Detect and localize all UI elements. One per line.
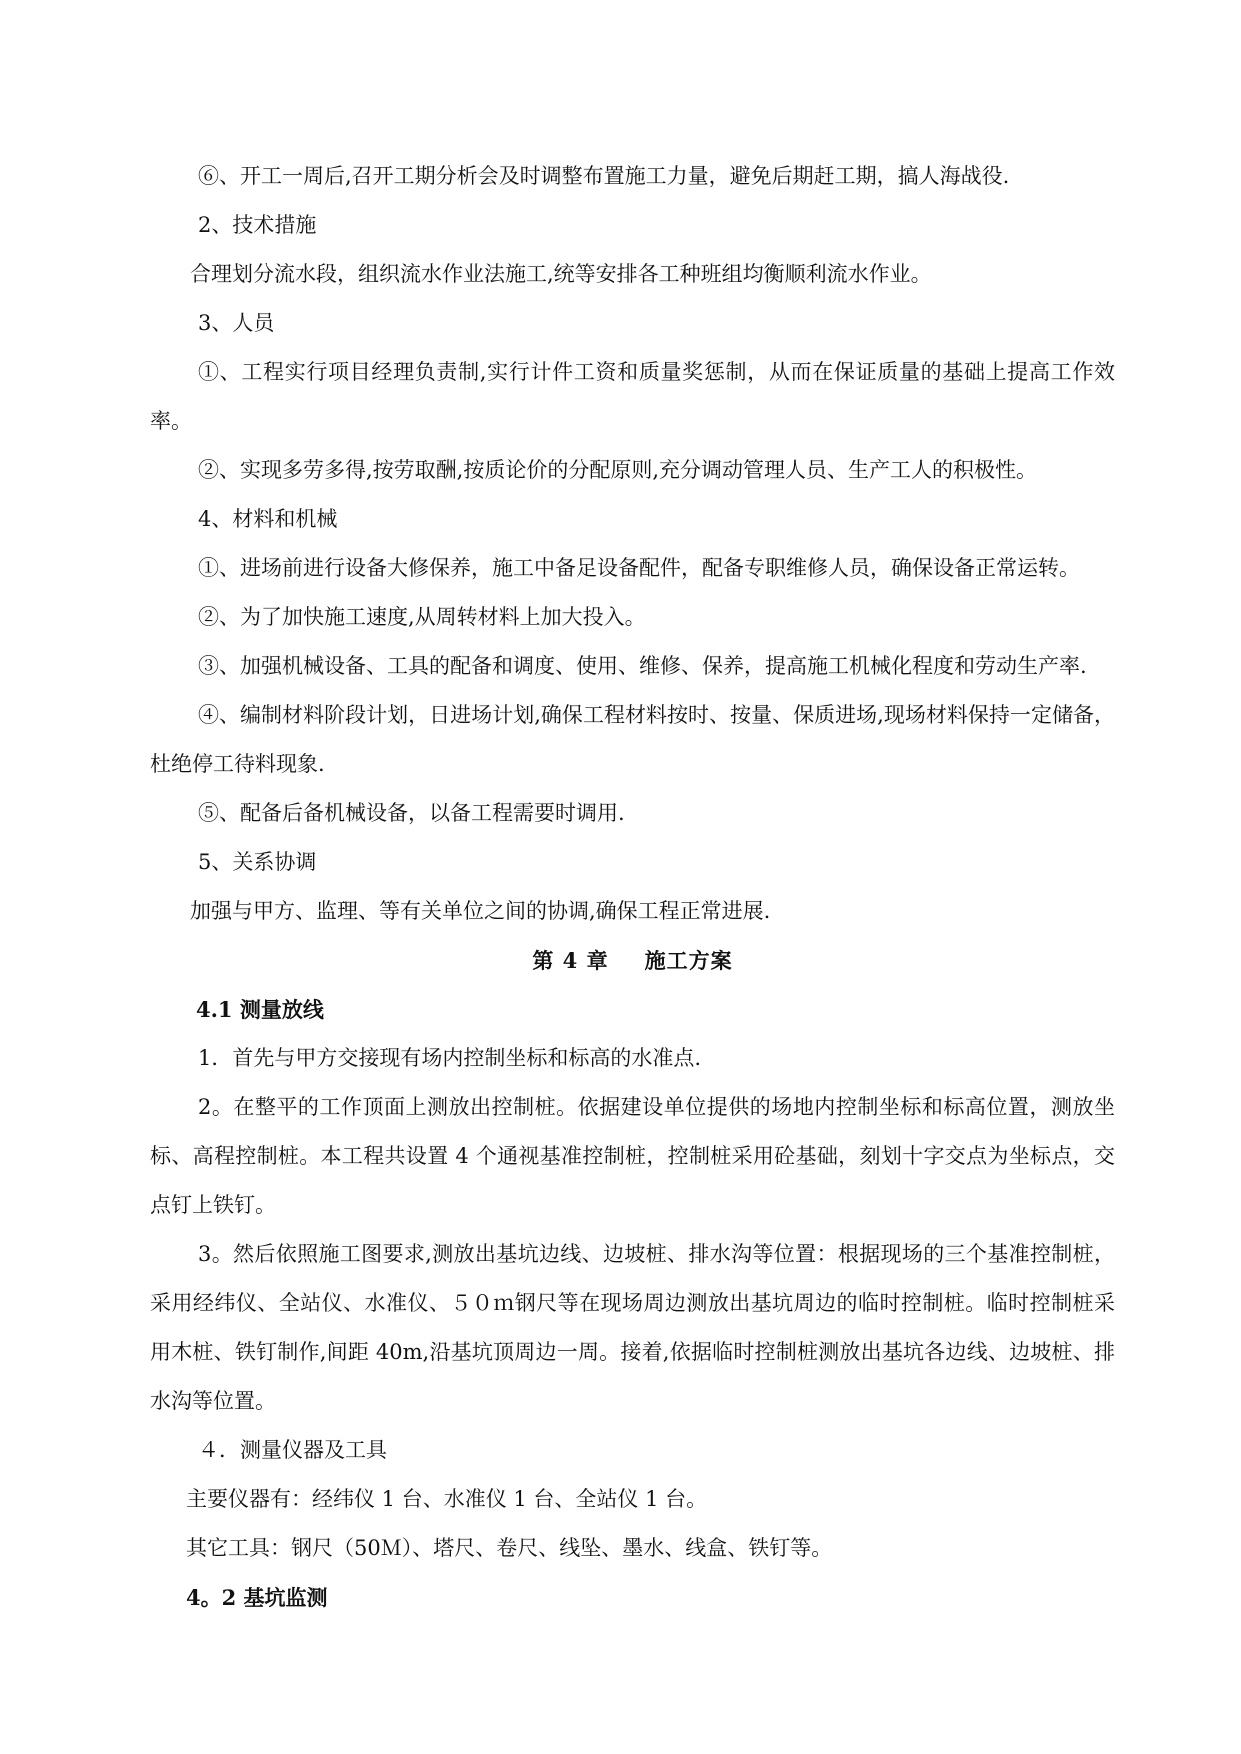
paragraph-backup-equipment: ⑤、配备后备机械设备，以备工程需要时调用.	[198, 801, 625, 825]
paragraph-turnover-materials: ②、为了加快施工速度,从周转材料上加大投入。	[198, 605, 646, 629]
paragraph-survey-item-3: 3。然后依照施工图要求,测放出基坑边线、边坡桩、排水沟等位置：根据现场的三个基准控制桩，采用经纬仪、全站仪、水准仪、５０ｍ钢尺等在现场周边测放出基坑周边的临时控制桩。临时控制桩采用木桩、铁钉制作,间距 40m,沿基坑顶周边一周。接着,依据临时控制桩测放出基坑各边线、边坡桩、排水沟等位置。	[150, 1242, 1115, 1413]
section-heading-survey: 4.1 测量放线	[196, 997, 324, 1022]
paragraph-flow-sections: 合理划分流水段，组织流水作业法施工,统等安排各工种班组均衡顺利流水作业。	[190, 262, 932, 286]
paragraph-survey-item-2: 2。在整平的工作顶面上测放出控制桩。依据建设单位提供的场地内控制坐标和标高位置，测放坐标、高程控制桩。本工程共设置 4 个通视基准控制桩，控制桩采用砼基础，刻划十字交点为坐标点，交点钉上铁钉。	[150, 1095, 1115, 1217]
paragraph-manager-responsibility: ①、工程实行项目经理负责制,实行计件工资和质量奖惩制，从而在保证质量的基础上提高工作效率。	[150, 360, 1115, 433]
heading-personnel: 3、人员	[198, 311, 275, 335]
paragraph-survey-item-1: 1．首先与甲方交接现有场内控制坐标和标高的水准点.	[198, 1046, 702, 1070]
paragraph-machinery-dispatch: ③、加强机械设备、工具的配备和调度、使用、维修、保养，提高施工机械化程度和劳动生产率.	[198, 654, 1087, 678]
paragraph-material-plan: ④、编制材料阶段计划，日进场计划,确保工程材料按时、按量、保质进场,现场材料保持一定储备，杜绝停工待料现象.	[150, 703, 1115, 776]
chapter-number: 第 4 章	[532, 948, 609, 973]
paragraph-coordination: 加强与甲方、监理、等有关单位之间的协调,确保工程正常进展.	[190, 899, 771, 923]
chapter-name: 施工方案	[644, 948, 733, 973]
paragraph-other-tools: 其它工具：钢尺（50Ｍ）、塔尺、卷尺、线坠、墨水、线盒、铁钉等。	[186, 1536, 833, 1560]
document-body	[150, 152, 1115, 1622]
heading-materials-machinery: 4、材料和机械	[198, 507, 338, 531]
paragraph-distribution-principle: ②、实现多劳多得,按劳取酬,按质论价的分配原则,充分调动管理人员、生产工人的积极性。	[198, 458, 1038, 482]
heading-technical-measures: 2、技术措施	[198, 213, 317, 237]
chapter-title	[150, 936, 1115, 985]
paragraph-main-instruments: 主要仪器有：经纬仪 1 台、水准仪 1 台、全站仪 1 台。	[186, 1487, 708, 1511]
section-heading-pit-monitoring: 4。2 基坑监测	[186, 1585, 328, 1610]
heading-coordination: 5、关系协调	[198, 850, 317, 874]
paragraph-survey-item-4: ４．测量仪器及工具	[198, 1438, 387, 1462]
paragraph-adjust-workforce: ⑥、开工一周后,召开工期分析会及时调整布置施工力量，避免后期赶工期，搞人海战役.	[198, 164, 1010, 188]
paragraph-equipment-maintenance: ①、进场前进行设备大修保养，施工中备足设备配件，配备专职维修人员，确保设备正常运转。	[198, 556, 1080, 580]
